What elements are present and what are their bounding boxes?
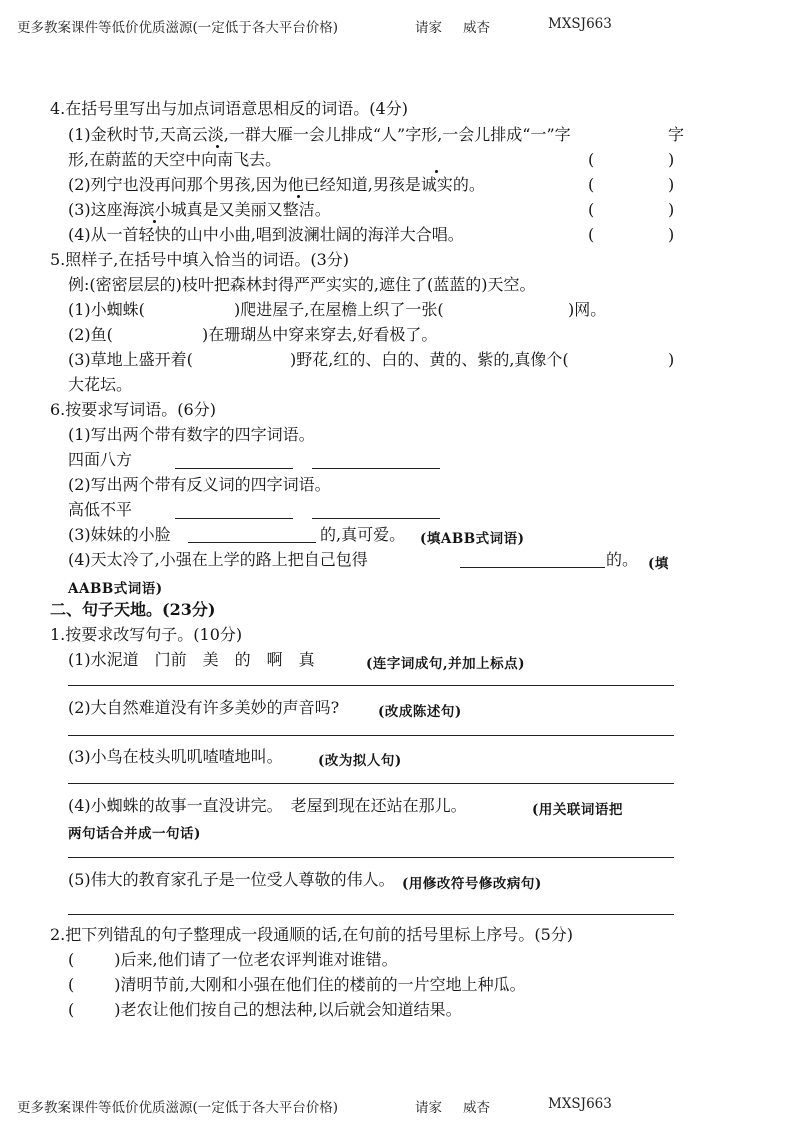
q6-sentence-2: (2)写出两个带有反义词的四字词语。 xyxy=(68,475,331,494)
answer-line-2[interactable] xyxy=(68,735,674,736)
q4-answer-paren-open-2: ( xyxy=(588,175,595,194)
q5-title: 5.照样子,在括号中填入恰当的词语。(3分) xyxy=(50,250,350,269)
q5-sentence-3d: 大花坛。 xyxy=(68,375,133,394)
part2-q2-title: 2.把下列错乱的句子整理成一段通顺的话,在句前的括号里标上序号。(5分) xyxy=(50,925,574,944)
q4-answer-paren-open-4: ( xyxy=(588,225,595,244)
footer-contact-prefix: 请家 xyxy=(415,1100,442,1116)
q6-blank-1b[interactable] xyxy=(312,468,440,469)
q4-sentence-3: (3)这座海滨小城真是又美丽又整洁。 xyxy=(68,200,331,219)
q6-sentence-3-note: (填ABB式词语) xyxy=(420,531,525,547)
part2-q1-note-4a: (用关联词语把 xyxy=(532,802,623,818)
header-code: MXSJ663 xyxy=(548,16,612,32)
q5-sentence-3b: )野花,红的、白的、黄的、紫的,真像个( xyxy=(290,350,569,369)
list-item: ( )清明节前,大刚和小强在他们住的楼前的一片空地上种瓜。 xyxy=(68,975,526,994)
order-paren[interactable]: ( xyxy=(68,975,75,994)
q4-answer-paren-close-4: ) xyxy=(668,225,675,244)
q4-title: 4.在括号里写出与加点词语意思相反的词语。(4分) xyxy=(50,99,408,118)
q5-sentence-1b: )爬进屋子,在屋檐上织了一张( xyxy=(234,300,444,319)
answer-line-1[interactable] xyxy=(68,685,674,686)
answer-line-3[interactable] xyxy=(68,783,674,784)
q6-sentence-3-pre: (3)妹妹的小脸 xyxy=(68,525,171,544)
part2-q1-note-5: (用修改符号修改病句) xyxy=(402,876,542,892)
q4-answer-paren-close-2: ) xyxy=(668,175,675,194)
header-contact-name: 威杏 xyxy=(463,20,490,36)
q6-sentence-4-note-a: (填 xyxy=(648,556,669,572)
part2-q1-sentence-1: (1)水泥道 门前 美 的 啊 真 xyxy=(68,650,315,669)
q4-dotted-word-1: 向南 xyxy=(201,150,234,169)
q5-sentence-3c: ) xyxy=(668,350,675,369)
q5-sentence-2a: (2)鱼( xyxy=(68,325,113,344)
q4-sentence-2: (2)列宁也没再问那个男孩,因为他已经知道,男孩是诚实的。 xyxy=(68,175,485,194)
part2-q1-note-2: (改成陈述句) xyxy=(378,704,462,720)
q4-answer-paren-close-1: ) xyxy=(668,150,675,169)
q6-sentence-3-post: 的,真可爱。 xyxy=(320,525,406,544)
footer-contact-name: 威杏 xyxy=(463,1100,490,1116)
q6-blank-3[interactable] xyxy=(188,542,316,543)
q5-example: 例:(密密层层的)枝叶把森林封得严严实实的,遮住了(蓝蓝的)天空。 xyxy=(68,275,536,294)
q4-dotted-word-4: 轻快 xyxy=(138,225,171,244)
q6-sentence-4-post: 的。 xyxy=(606,550,639,569)
header-contact-prefix: 请家 xyxy=(415,20,442,36)
q5-sentence-2b: )在珊瑚丛中穿来穿去,好看极了。 xyxy=(202,325,438,344)
q4-trailing-char: 字 xyxy=(668,125,685,144)
q6-blank-4[interactable] xyxy=(460,567,605,568)
answer-line-4[interactable] xyxy=(68,857,674,858)
q6-sentence-1: (1)写出两个带有数字的四字词语。 xyxy=(68,425,315,444)
part2-q1-note-3: (改为拟人句) xyxy=(318,753,402,769)
part2-q1-sentence-2: (2)大自然难道没有许多美妙的声音吗? xyxy=(68,698,340,717)
q4-sentence-1a: (1)金秋时节,天高云淡,一群大雁一会儿排成“人”字形,一会儿排成“一”字 xyxy=(68,125,571,144)
q6-sentence-4-pre: (4)天太冷了,小强在上学的路上把自己包得 xyxy=(68,550,368,569)
part2-q1-sentence-5: (5)伟大的教育家孔子是一位受人尊敬的伟人。 xyxy=(68,870,395,889)
q4-answer-paren-open-1: ( xyxy=(588,150,595,169)
list-item: ( )后来,他们请了一位老农评判谁对谁错。 xyxy=(68,950,398,969)
q6-title: 6.按要求写词语。(6分) xyxy=(50,400,216,419)
q4-dotted-word-2: 诚实 xyxy=(420,175,453,194)
order-paren[interactable]: ( xyxy=(68,1000,75,1019)
q4-sentence-4: (4)从一首轻快的山中小曲,唱到波澜壮阔的海洋大合唱。 xyxy=(68,225,464,244)
footer-code: MXSJ663 xyxy=(548,1096,612,1112)
part2-title: 二、句子天地。(23分) xyxy=(50,600,216,619)
order-paren[interactable]: ( xyxy=(68,950,75,969)
q4-sentence-1b: 形,在蔚蓝的天空中向南飞去。 xyxy=(68,150,282,169)
part2-q1-note-4b: 两句话合并成一句话) xyxy=(68,826,201,842)
q4-dotted-word-3: 整洁 xyxy=(282,200,315,219)
footer-ad-text: 更多教案课件等低价优质滋源(一定低于各大平台价格) xyxy=(17,1100,339,1116)
q5-sentence-3a: (3)草地上盛开着( xyxy=(68,350,193,369)
q4-answer-paren-open-3: ( xyxy=(588,200,595,219)
q6-blank-2a[interactable] xyxy=(175,518,293,519)
part2-q1-sentence-4: (4)小蜘蛛的故事一直没讲完。 老屋到现在还站在那儿。 xyxy=(68,796,467,815)
header-ad-text: 更多教案课件等低价优质滋源(一定低于各大平台价格) xyxy=(17,20,339,36)
part2-q1-note-1: (连字词成句,并加上标点) xyxy=(366,656,525,672)
answer-line-5[interactable] xyxy=(68,914,674,915)
q6-example-2: 高低不平 xyxy=(68,500,133,519)
q6-example-1: 四面八方 xyxy=(68,450,133,469)
q5-sentence-1a: (1)小蜘蛛( xyxy=(68,300,145,319)
q6-blank-1a[interactable] xyxy=(175,468,293,469)
q4-answer-paren-close-3: ) xyxy=(668,200,675,219)
part2-q1-sentence-3: (3)小鸟在枝头叽叽喳喳地叫。 xyxy=(68,747,283,766)
q6-blank-2b[interactable] xyxy=(312,518,440,519)
list-item: ( )老农让他们按自己的想法种,以后就会知道结果。 xyxy=(68,1000,462,1019)
part2-q1-title: 1.按要求改写句子。(10分) xyxy=(50,625,243,644)
q6-sentence-4-note-b: AABB式词语) xyxy=(68,581,163,597)
q5-sentence-1c: )网。 xyxy=(568,300,607,319)
